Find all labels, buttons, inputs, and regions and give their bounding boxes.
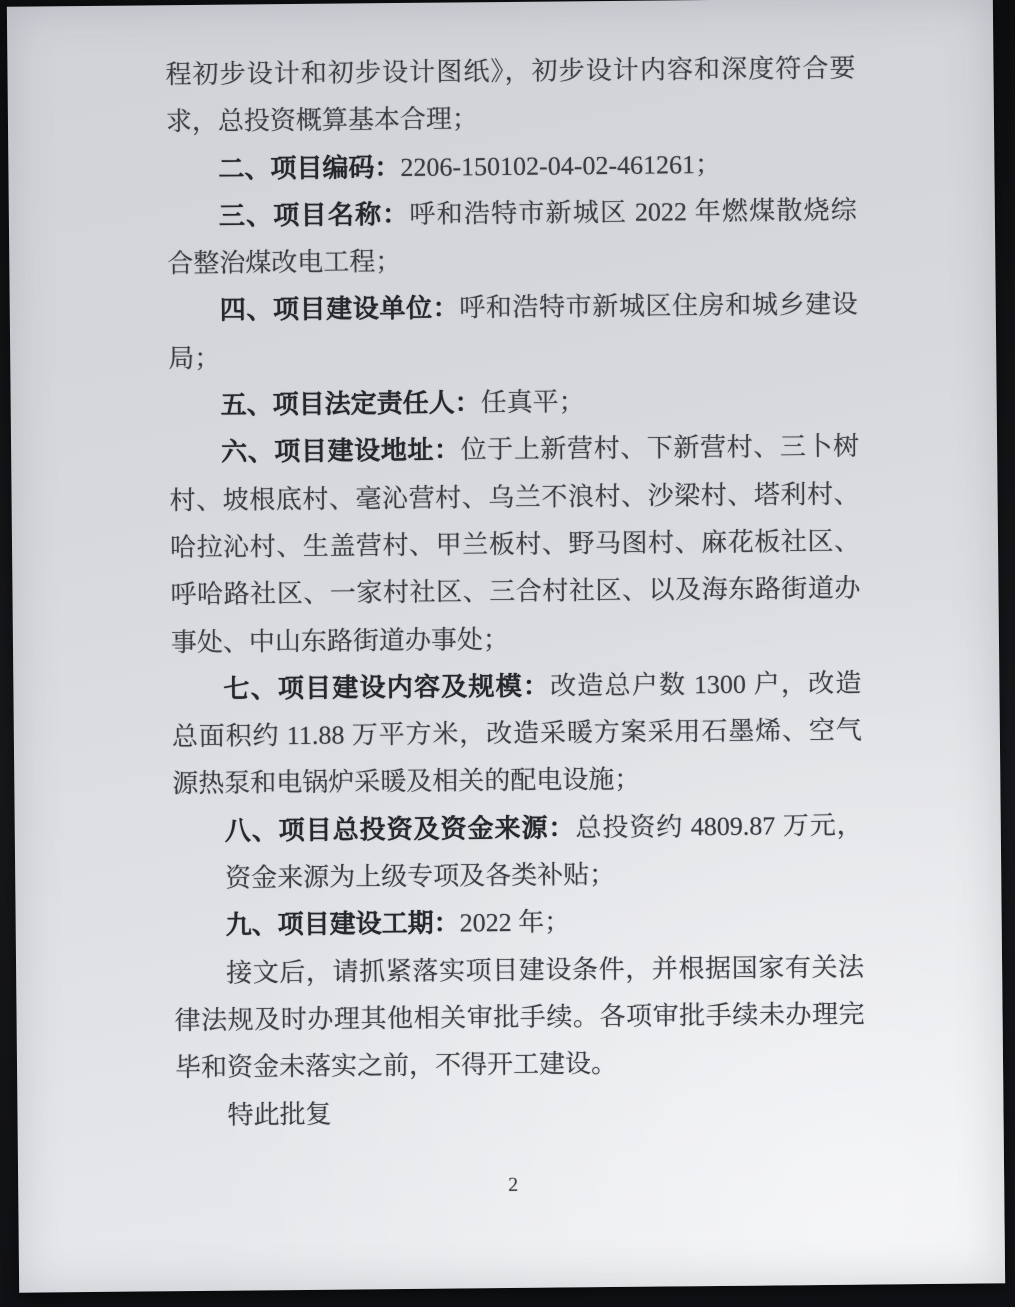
line-text: 事处、中山东路街道办事处；	[170, 624, 510, 657]
line-text: 呼哈路社区、一家村社区、三合村社区、以及海东路街道办	[170, 573, 861, 610]
line-text: 律法规及时办理其他相关审批手续。各项审批手续未办理完	[174, 999, 865, 1036]
text-line	[165, 45, 855, 99]
text-line	[174, 991, 864, 1045]
text-line	[170, 565, 860, 619]
item-label: 六、项目建设地址：	[221, 435, 461, 468]
line-text: 资金来源为上级专项及各类补贴；	[225, 860, 616, 893]
line-text: 求，总投资概算基本合理；	[165, 104, 479, 137]
text-line	[169, 470, 859, 524]
page-number: 2	[508, 1173, 519, 1197]
line-text: 总面积约 11.88 万平方米，改造采暖方案采用石墨烯、空气	[171, 715, 862, 752]
line-text: 位于上新营村、下新营村、三卜树	[460, 431, 860, 465]
document-body	[165, 45, 865, 1139]
text-line	[173, 849, 863, 903]
item-label: 四、项目建设单位：	[219, 293, 460, 326]
text-line	[168, 328, 858, 382]
line-text: 2022 年；	[459, 907, 571, 938]
text-line	[171, 659, 861, 713]
line-text: 呼和浩特市新城区 2022 年燃煤散烧综	[409, 195, 857, 229]
line-text: 合整治煤改电工程；	[167, 247, 402, 279]
line-text: 哈拉沁村、生盖营村、甲兰板村、野马图村、麻花板社区、	[169, 526, 861, 563]
line-text: 2206-150102-04-02-461261；	[400, 149, 722, 182]
line-text: 总投资约 4809.87 万元，	[575, 810, 863, 843]
line-text: 改造总户数 1300 户，改造	[549, 668, 862, 701]
document-page	[7, 0, 1005, 1293]
line-text: 局；	[168, 343, 221, 374]
item-label: 九、项目建设工期：	[225, 908, 460, 941]
line-text: 程初步设计和初步设计图纸》，初步设计内容和深度符合要	[165, 53, 856, 90]
text-line	[175, 1085, 865, 1139]
item-label: 五、项目法定责任人：	[220, 388, 481, 420]
text-line	[175, 1038, 865, 1092]
line-text: 村、坡根底村、毫沁营村、乌兰不浪村、沙梁村、塔利村、	[169, 479, 860, 515]
line-text: 呼和浩特市新城区住房和城乡建设	[459, 290, 858, 323]
line-text: 源热泵和电锅炉采暖及相关的配电设施；	[172, 765, 641, 799]
line-text: 任真平；	[480, 387, 585, 418]
text-line	[166, 92, 856, 146]
text-line	[172, 707, 862, 761]
text-line	[167, 234, 857, 288]
item-label: 七、项目建设内容及规模：	[223, 671, 551, 704]
text-line	[173, 801, 863, 855]
text-line	[174, 943, 864, 997]
text-line	[166, 139, 856, 193]
text-line	[168, 281, 858, 335]
item-label: 二、项目编码：	[218, 152, 401, 184]
text-line	[167, 187, 857, 241]
text-line	[169, 423, 859, 477]
text-line	[173, 896, 863, 950]
item-label: 三、项目名称：	[218, 199, 410, 231]
text-line	[170, 518, 860, 572]
line-text: 接文后，请抓紧落实项目建设条件，并根据国家有关法	[225, 952, 865, 988]
text-line	[168, 376, 858, 430]
line-text: 特此批复	[227, 1099, 332, 1130]
text-line	[172, 754, 862, 808]
line-text: 毕和资金未落实之前，不得开工建设。	[174, 1049, 618, 1083]
text-line	[171, 612, 861, 666]
item-label: 八、项目总投资及资金来源：	[224, 813, 576, 846]
